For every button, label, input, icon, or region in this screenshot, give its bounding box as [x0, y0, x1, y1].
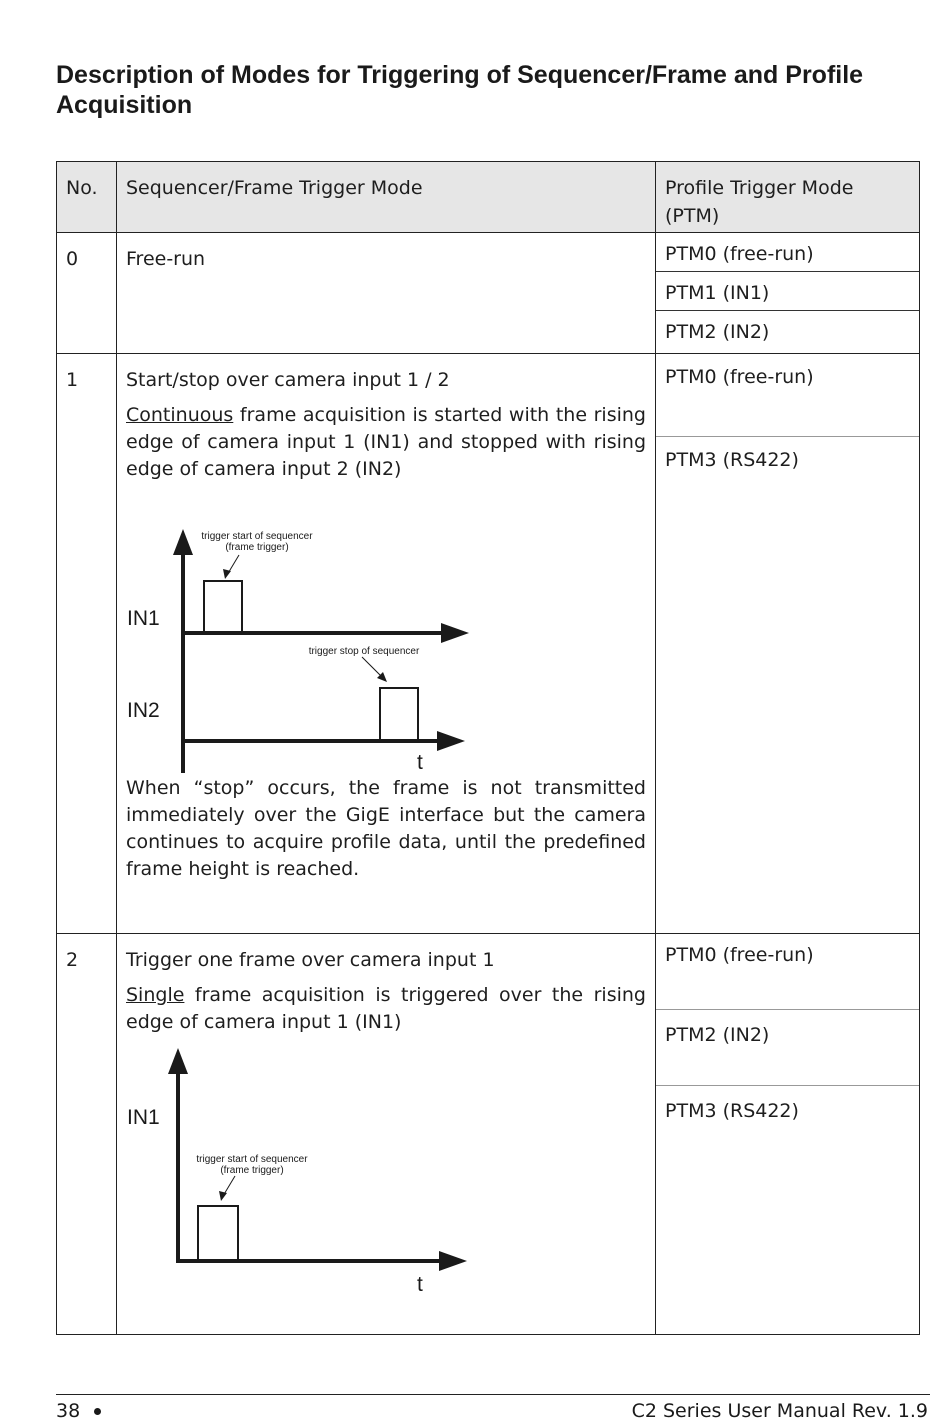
start-annotation-sub: (frame trigger): [220, 1165, 284, 1176]
mode-cell: Free-run: [117, 233, 656, 354]
ptm-cell: [656, 233, 920, 354]
footer-divider: [56, 1394, 930, 1395]
time-label: t: [417, 1273, 423, 1296]
table-row: [57, 354, 920, 934]
mode-description: Continuous frame acquisition is started with the rising edge of camera input 1 (IN1) and stopped with rising edge of camera input 2 (IN2): [126, 404, 646, 480]
footer-title: C2 Series User Manual Rev. 1.9: [631, 1400, 928, 1422]
row-number: 0: [57, 233, 117, 354]
ptm-item: PTM0 (free-run): [656, 354, 919, 437]
page-number: 38: [56, 1400, 101, 1422]
start-annotation-sub: (frame trigger): [225, 542, 289, 553]
mode-title: Trigger one frame over camera input 1: [126, 949, 495, 971]
ptm-cell: [656, 934, 920, 1335]
table-header-row: [57, 162, 920, 233]
trigger-modes-table: [56, 161, 920, 1335]
start-annotation: trigger start of sequencer: [201, 531, 313, 542]
ptm-item: PTM1 (IN1): [656, 272, 919, 311]
time-label: t: [417, 751, 423, 773]
mode-note: When “stop” occurs, the frame is not transmitted immediately over the GigE interface but the camera continues to acquire profile data, until the predefined frame height is reached.: [126, 777, 646, 880]
start-annotation: trigger start of sequencer: [196, 1154, 308, 1165]
table-row: [57, 233, 920, 354]
ptm-item: PTM3 (RS422): [665, 449, 799, 471]
header-mode: Sequencer/Frame Trigger Mode: [117, 162, 656, 233]
ptm-item: PTM2 (IN2): [665, 321, 770, 343]
in1-label: IN1: [127, 607, 160, 630]
ptm-item: PTM0 (free-run): [656, 233, 919, 272]
row-number: 1: [57, 354, 117, 934]
in2-label: IN2: [127, 699, 160, 722]
mode-cell: [117, 934, 656, 1335]
page-title: Description of Modes for Triggering of Sequencer/Frame and Profile Acquisition: [56, 61, 864, 119]
mode-title: Start/stop over camera input 1 / 2: [126, 369, 450, 391]
mode-cell: [117, 354, 656, 934]
ptm-item: PTM2 (IN2): [656, 1010, 919, 1086]
mode-description: Single frame acquisition is triggered over the rising edge of camera input 1 (IN1): [126, 984, 646, 1033]
header-no: No.: [57, 162, 117, 233]
header-ptm: Profile Trigger Mode (PTM): [656, 162, 920, 233]
ptm-cell: [656, 354, 920, 934]
ptm-item: PTM3 (RS422): [665, 1100, 799, 1122]
bullet-icon: [94, 1408, 101, 1415]
stop-annotation: trigger stop of sequencer: [308, 646, 420, 657]
single-frame-timing-diagram: [117, 1036, 656, 1306]
start-stop-timing-diagram: [117, 483, 656, 773]
ptm-item: PTM0 (free-run): [656, 934, 919, 1010]
table-row: [57, 934, 920, 1335]
in1-label: IN1: [127, 1106, 160, 1129]
row-number: 2: [57, 934, 117, 1335]
